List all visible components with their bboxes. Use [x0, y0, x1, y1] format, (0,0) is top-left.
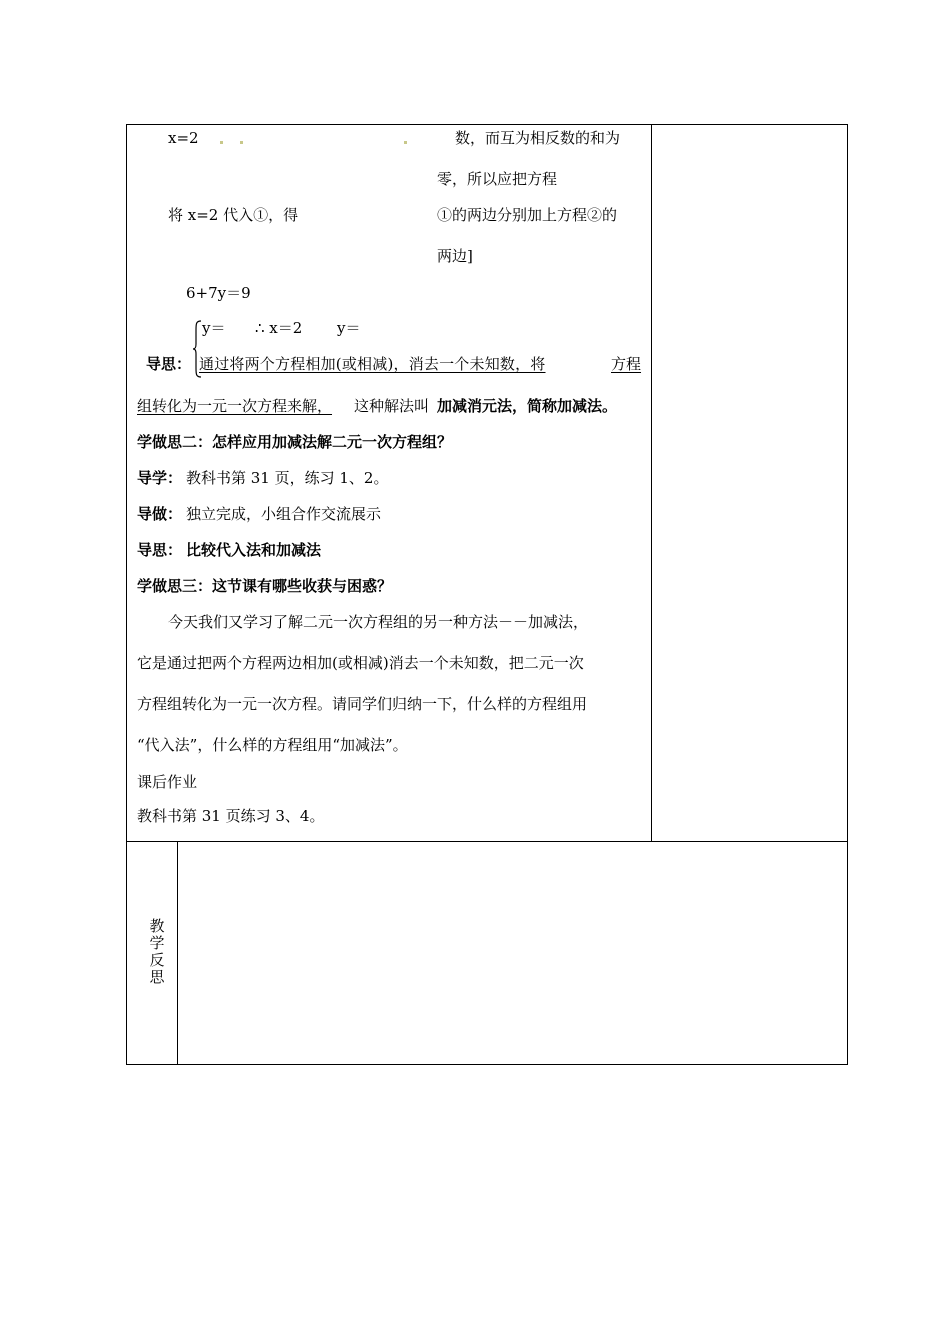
section3-para-line-1: 今天我们又学习了解二元一次方程组的另一种方法－－加减法， — [168, 613, 589, 631]
y-equals-text: y＝ — [337, 319, 361, 337]
scan-dot — [404, 141, 407, 144]
right-note-line-2: 零，所以应把方程 — [437, 170, 558, 188]
section3-para-line-2: 它是通过把两个方程两边相加(或相减)消去一个未知数，把二元一次 — [137, 654, 584, 672]
substitute-text: 将 x=2 代入①，得 — [168, 206, 299, 224]
right-note-line-1: 数，而互为相反数的和为 — [455, 129, 621, 147]
table-row-divider — [126, 841, 848, 842]
guide-think2-label: 导思： — [137, 541, 183, 559]
guide-learn-text: 教科书第 31 页，练习 1、2。 — [186, 469, 389, 487]
table-column-divider — [651, 124, 652, 842]
section3-para-line-3: 方程组转化为一元一次方程。请同学们归纳一下，什么样的方程组用 — [137, 695, 588, 713]
guide-think-line2-bold: 加减消元法，简称加减法。 — [437, 397, 618, 415]
scan-dot — [220, 141, 223, 144]
section3-para-line-4: “代入法”，什么样的方程组用“加减法”。 — [137, 736, 408, 754]
guide-think-label: 导思： — [146, 355, 192, 373]
section3-title: 学做思三：这节课有哪些收获与困惑？ — [137, 577, 393, 595]
guide-think2-text: 比较代入法和加减法 — [186, 541, 322, 559]
table-border-top — [126, 124, 848, 125]
guide-think-text-b: 方程 — [611, 355, 642, 373]
right-note-line-3: ①的两边分别加上方程②的 — [437, 206, 618, 224]
guide-think-text-a: 通过将两个方程相加(或相减)，消去一个未知数，将 — [199, 355, 546, 373]
y-line-text: y＝ — [202, 319, 226, 337]
homework-title: 课后作业 — [137, 773, 198, 791]
reflection-label: 教学反思 — [149, 917, 165, 986]
guide-do-label: 导做： — [137, 505, 183, 523]
reflection-column-divider — [177, 841, 178, 1065]
guide-think-line2-plain: 这种解法叫 — [354, 397, 430, 415]
table-border-right — [847, 124, 848, 1065]
guide-learn-label: 导学： — [137, 469, 183, 487]
section2-title: 学做思二：怎样应用加减法解二元一次方程组？ — [137, 433, 453, 451]
right-note-line-4: 两边] — [437, 247, 473, 265]
table-border-left — [126, 124, 127, 1065]
homework-text: 教科书第 31 页练习 3、4。 — [137, 807, 325, 825]
x-equals-text: x=2 — [168, 129, 199, 147]
scan-dot — [240, 141, 243, 144]
table-border-bottom — [126, 1064, 848, 1065]
guide-do-text: 独立完成，小组合作交流展示 — [186, 505, 382, 523]
therefore-text: ∴ x＝2 — [255, 319, 303, 337]
equation-text: 6+7y＝9 — [186, 284, 251, 302]
guide-think-line2-underlined: 组转化为一元一次方程来解， — [137, 397, 333, 415]
